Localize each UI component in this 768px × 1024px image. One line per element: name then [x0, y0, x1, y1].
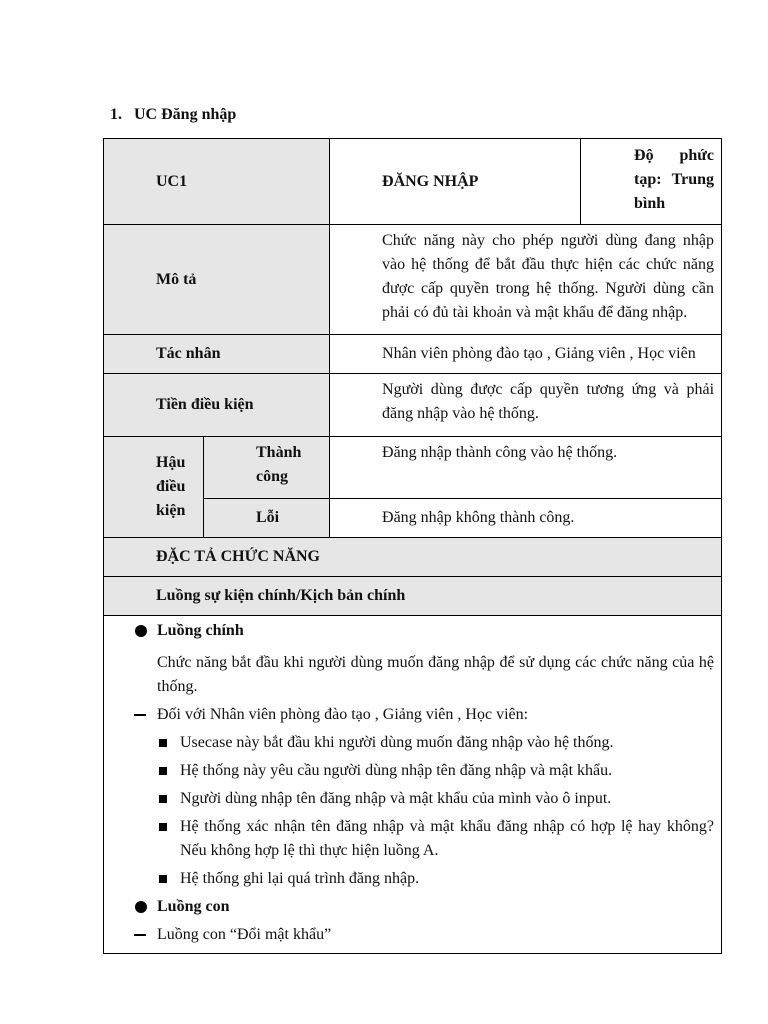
list-item [157, 731, 714, 755]
uc-id: UC1 [104, 139, 330, 225]
precondition-label: Tiền điều kiện [104, 374, 330, 437]
main-flow-label: Luồng chính [157, 622, 244, 639]
uc-name: ĐĂNG NHẬP [330, 139, 581, 225]
square-bullet-icon [157, 731, 180, 755]
postcondition-label: Hậu điều kiện [104, 437, 204, 538]
error-label: Lỗi [204, 499, 330, 538]
list-item [157, 867, 714, 891]
sub-flow-item [134, 923, 714, 947]
step-text: Hệ thống xác nhận tên đăng nhập và mật khẩu đăng nhập có hợp lệ hay không? Nếu không hợp lệ thì thực hiện luồng A. [180, 818, 715, 859]
main-flow-title-row [104, 577, 722, 616]
precondition-row [104, 374, 722, 437]
sub-flow-label: Luồng con [157, 898, 230, 915]
sub-flow-heading [134, 895, 714, 919]
step-text: Người dùng nhập tên đăng nhập và mật khẩu của mình vào ô input. [180, 790, 612, 807]
success-value: Đăng nhập thành công vào hệ thống. [330, 437, 722, 499]
section-title: UC Đăng nhập [134, 106, 237, 123]
main-flow-heading [134, 619, 714, 643]
list-item [157, 815, 714, 863]
section-number: 1. [110, 106, 122, 123]
error-value: Đăng nhập không thành công. [330, 499, 722, 538]
step-text: Usecase này bắt đầu khi người dùng muốn đăng nhập vào hệ thống. [180, 734, 614, 751]
actor-row [104, 335, 722, 374]
spec-title: ĐẶC TẢ CHỨC NĂNG [104, 538, 722, 577]
flow-body-row [104, 616, 722, 954]
actor-flow-heading [134, 703, 714, 727]
success-label: Thành công [204, 437, 330, 499]
actor-flow-label: Đối với Nhân viên phòng đào tạo , Giảng viên , Học viên: [157, 706, 529, 723]
list-item [157, 759, 714, 783]
spec-title-row [104, 538, 722, 577]
description-label: Mô tả [104, 225, 330, 335]
actor-label: Tác nhân [104, 335, 330, 374]
bullet-dot-icon [134, 619, 157, 643]
section-heading [110, 106, 236, 124]
bullet-dot-icon [134, 895, 157, 919]
square-bullet-icon [157, 867, 180, 891]
dash-icon [134, 923, 157, 947]
use-case-table [103, 138, 722, 954]
description-row [104, 225, 722, 335]
main-flow-intro: Chức năng bắt đầu khi người dùng muốn đăng nhập để sử dụng các chức năng của hệ thống. [157, 654, 715, 695]
actor-value: Nhân viên phòng đào tạo , Giảng viên , Học viên [330, 335, 722, 374]
square-bullet-icon [157, 787, 180, 811]
dash-icon [134, 703, 157, 727]
sub-flow-text: Luồng con “Đổi mật khẩu” [157, 926, 332, 943]
step-text: Hệ thống ghi lại quá trình đăng nhập. [180, 870, 420, 887]
step-text: Hệ thống này yêu cầu người dùng nhập tên đăng nhập và mật khẩu. [180, 762, 613, 779]
precondition-value: Người dùng được cấp quyền tương ứng và phải đăng nhập vào hệ thống. [330, 374, 722, 437]
description-value: Chức năng này cho phép người dùng đang nhập vào hệ thống để bắt đầu thực hiện các chức năng được cấp quyền trong hệ thống. Người dùng cần phải có đủ tài khoản và mật khẩu để đăng nhập. [330, 225, 722, 335]
square-bullet-icon [157, 759, 180, 783]
main-flow-title: Luồng sự kiện chính/Kịch bản chính [104, 577, 722, 616]
list-item [157, 787, 714, 811]
complexity: Độ phức tạp: Trung bình [581, 139, 722, 225]
square-bullet-icon [157, 815, 180, 839]
flow-body [104, 616, 722, 954]
header-row [104, 139, 722, 225]
postcondition-success-row [104, 437, 722, 499]
